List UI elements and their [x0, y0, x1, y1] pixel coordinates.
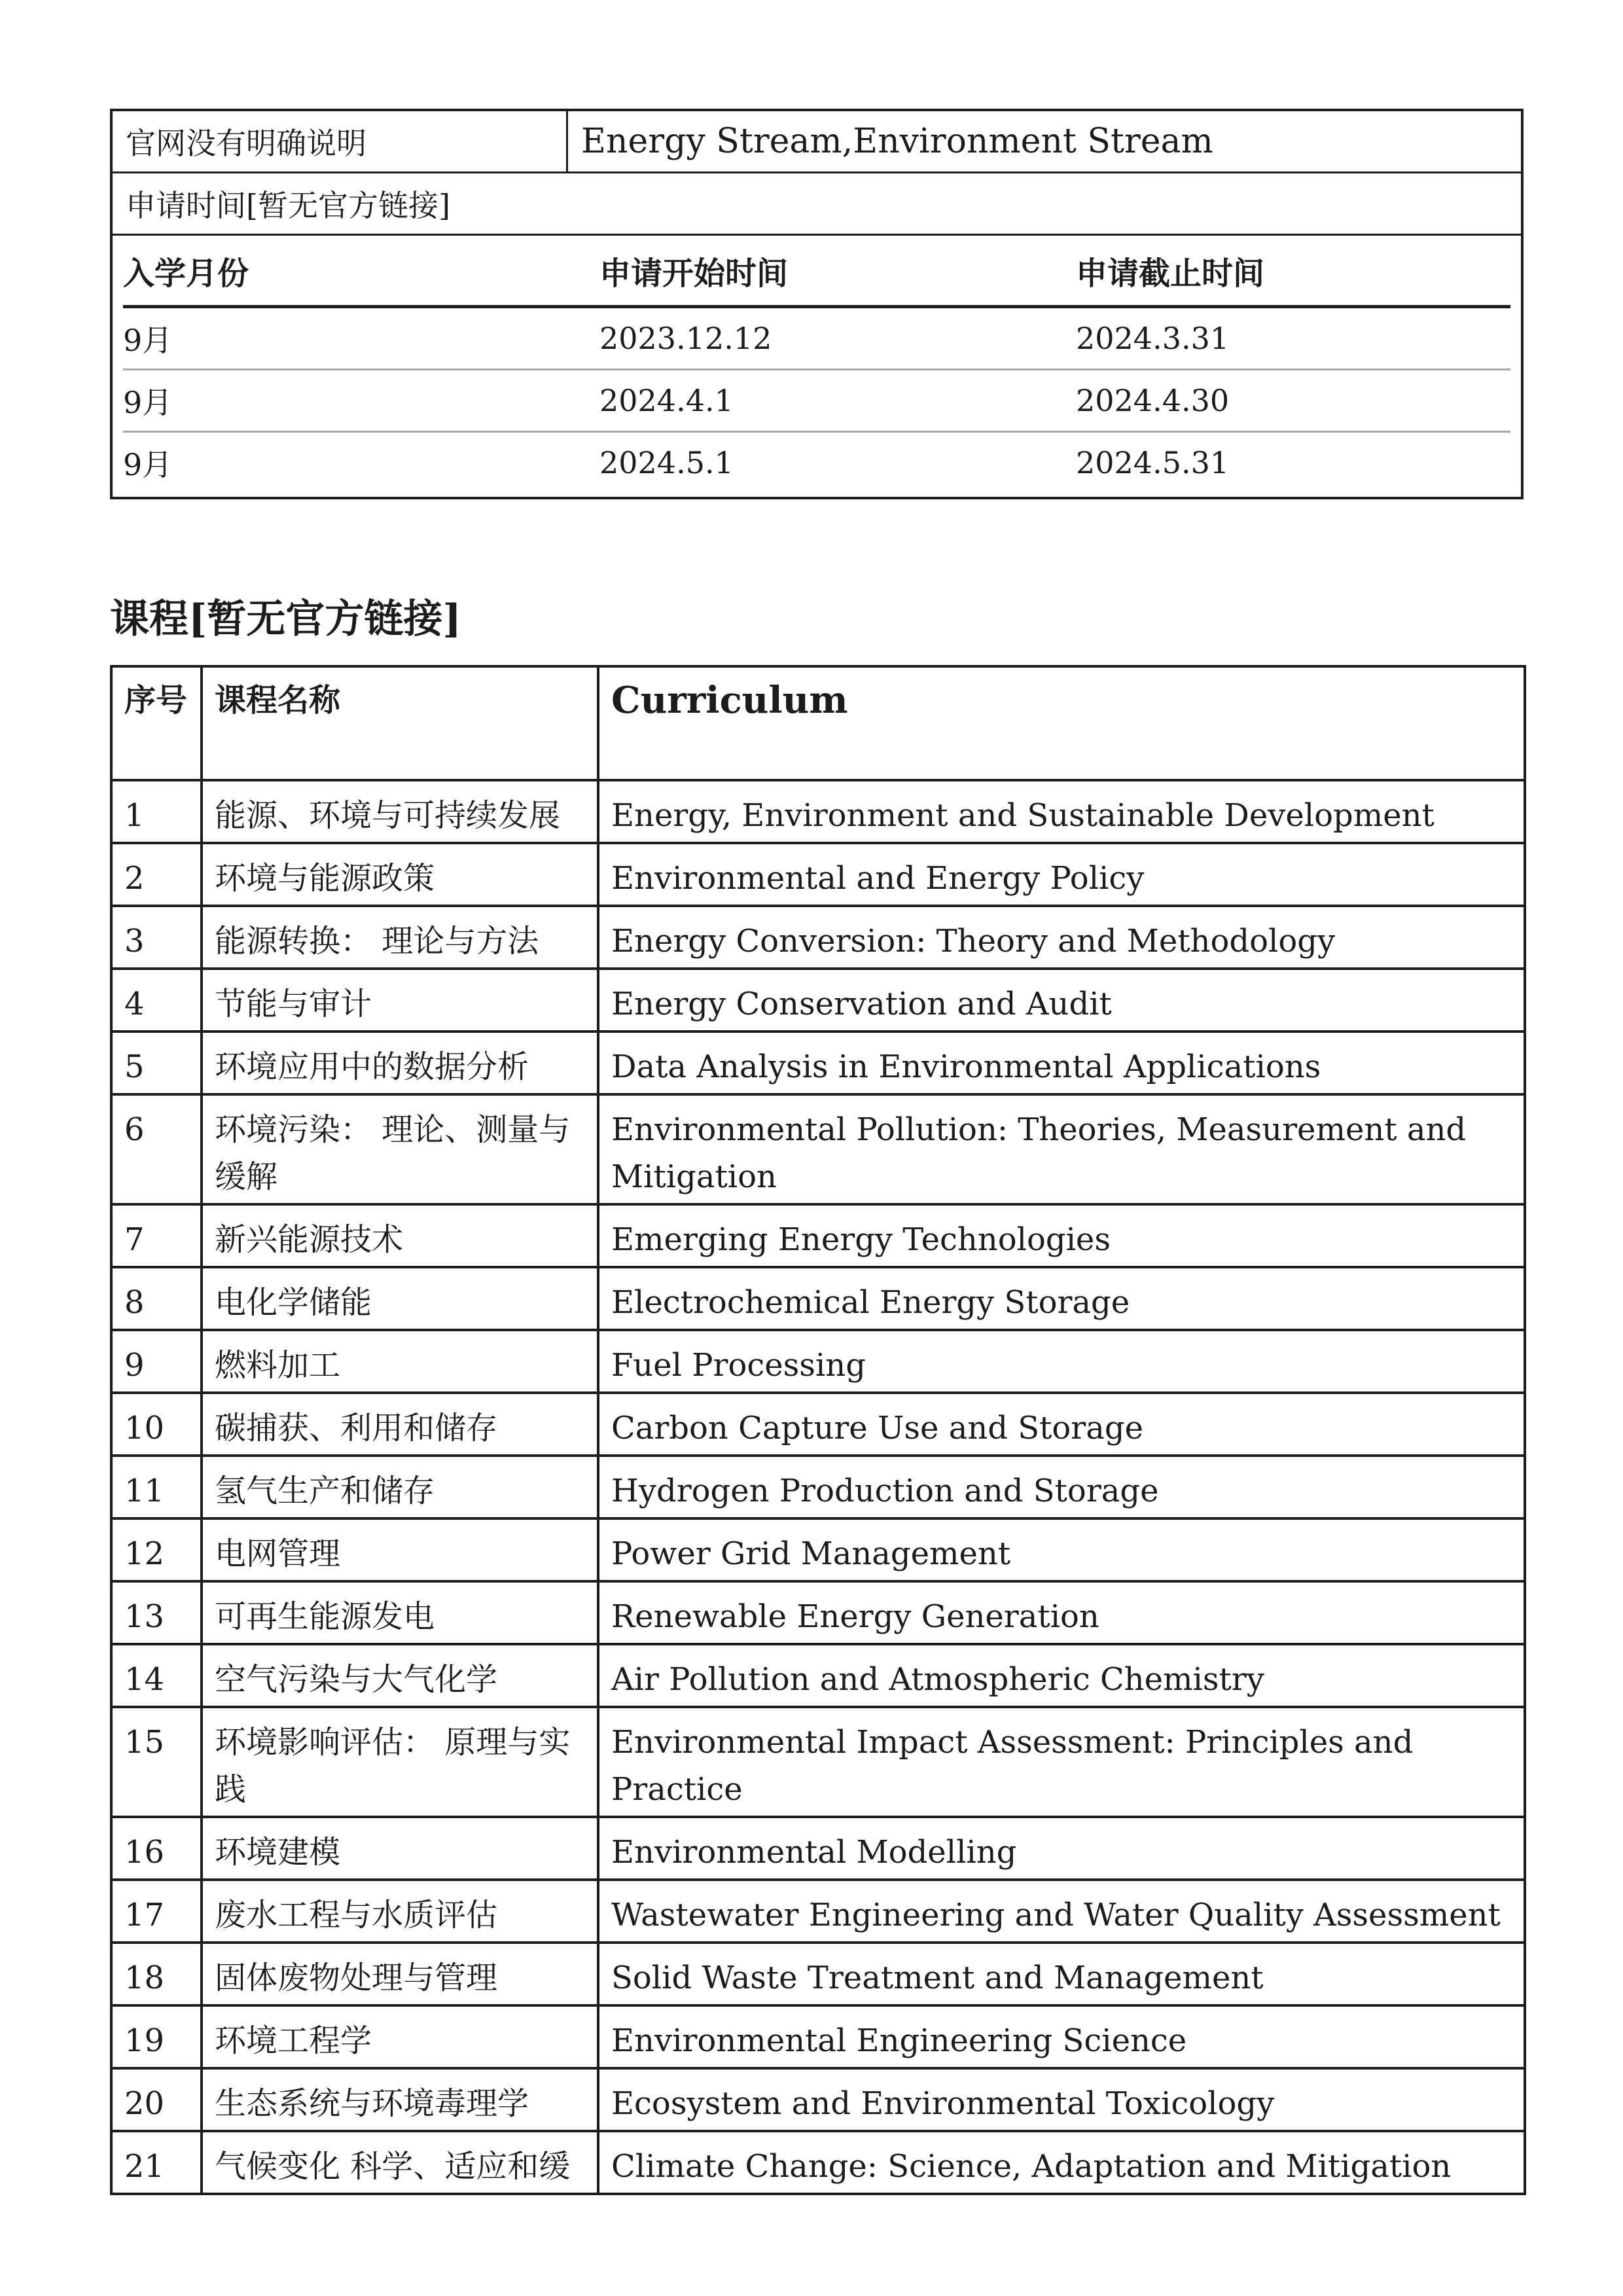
intake-month: 9月 — [123, 323, 173, 358]
course-row — [111, 1880, 1525, 1943]
course-name-cn: 气候变化 科学、适应和缓 — [202, 2131, 598, 2194]
course-number: 20 — [111, 2068, 202, 2131]
course-name-cn: 碳捕获、利用和储存 — [202, 1393, 598, 1456]
course-name-en: Ecosystem and Environmental Toxicology — [598, 2068, 1525, 2131]
course-row — [111, 1204, 1525, 1267]
course-row — [111, 1707, 1525, 1817]
course-name-en: Power Grid Management — [598, 1518, 1525, 1581]
course-row — [111, 1330, 1525, 1393]
curriculum-section-title: 课程[暂无官方链接] — [110, 596, 461, 642]
course-name-en: Environmental Engineering Science — [598, 2005, 1525, 2068]
course-name-en: Climate Change: Science, Adaptation and Mitigation — [598, 2131, 1525, 2194]
course-name-cn: 环境与能源政策 — [202, 843, 598, 906]
course-number: 19 — [111, 2005, 202, 2068]
course-row — [111, 2131, 1525, 2194]
course-number: 14 — [111, 1644, 202, 1707]
course-row — [111, 1644, 1525, 1707]
course-name-cn: 电化学储能 — [202, 1267, 598, 1330]
course-number: 10 — [111, 1393, 202, 1456]
course-row — [111, 906, 1525, 969]
course-row — [111, 1031, 1525, 1094]
course-name-cn: 氢气生产和储存 — [202, 1456, 598, 1518]
course-row — [111, 1456, 1525, 1518]
course-name-en: Electrochemical Energy Storage — [598, 1267, 1525, 1330]
stream-row — [113, 111, 1521, 173]
course-name-en: Air Pollution and Atmospheric Chemistry — [598, 1644, 1525, 1707]
course-number: 1 — [111, 780, 202, 843]
course-name-en: Environmental Pollution: Theories, Measurement and Mitigation — [598, 1094, 1525, 1204]
header-intake-month: 入学月份 — [123, 255, 249, 292]
deadline: 2024.3.31 — [1076, 321, 1230, 356]
course-number: 3 — [111, 906, 202, 969]
course-row — [111, 1817, 1525, 1880]
course-name-cn: 环境应用中的数据分析 — [202, 1031, 598, 1094]
course-name-cn: 节能与审计 — [202, 969, 598, 1031]
course-name-en: Energy Conversion: Theory and Methodology — [598, 906, 1525, 969]
course-number: 18 — [111, 1943, 202, 2005]
intake-month: 9月 — [123, 447, 173, 482]
course-name-en: Wastewater Engineering and Water Quality Assessment — [598, 1880, 1525, 1943]
course-number: 21 — [111, 2131, 202, 2194]
course-name-en: Renewable Energy Generation — [598, 1581, 1525, 1644]
start-date: 2023.12.12 — [599, 321, 772, 356]
course-name-en: Carbon Capture Use and Storage — [598, 1393, 1525, 1456]
curriculum-header-row — [111, 666, 1525, 780]
course-name-cn: 能源转换： 理论与方法 — [202, 906, 598, 969]
course-row — [111, 1267, 1525, 1330]
course-row — [111, 780, 1525, 843]
course-number: 6 — [111, 1094, 202, 1204]
course-name-cn: 燃料加工 — [202, 1330, 598, 1393]
course-number: 11 — [111, 1456, 202, 1518]
course-number: 8 — [111, 1267, 202, 1330]
header-start-date: 申请开始时间 — [599, 255, 789, 292]
course-number: 2 — [111, 843, 202, 906]
course-name-cn: 废水工程与水质评估 — [202, 1880, 598, 1943]
course-name-cn: 环境污染： 理论、测量与缓解 — [202, 1094, 598, 1204]
application-info-box — [110, 109, 1524, 499]
course-row — [111, 2068, 1525, 2131]
course-row — [111, 2005, 1525, 2068]
course-name-cn: 环境工程学 — [202, 2005, 598, 2068]
course-name-en: Data Analysis in Environmental Applications — [598, 1031, 1525, 1094]
course-number: 9 — [111, 1330, 202, 1393]
header-seq: 序号 — [111, 666, 202, 780]
course-row — [111, 969, 1525, 1031]
course-name-cn: 生态系统与环境毒理学 — [202, 2068, 598, 2131]
header-curriculum: Curriculum — [598, 666, 1525, 780]
course-number: 5 — [111, 1031, 202, 1094]
info-box-frame — [110, 109, 1524, 499]
deadline: 2024.5.31 — [1076, 445, 1230, 480]
course-name-en: Environmental Impact Assessment: Principles and Practice — [598, 1707, 1525, 1817]
application-time-title: 申请时间[暂无官方链接] — [113, 173, 1521, 236]
course-row — [111, 1094, 1525, 1204]
course-name-en: Solid Waste Treatment and Management — [598, 1943, 1525, 2005]
application-dates-table — [113, 236, 1521, 497]
course-name-cn: 能源、环境与可持续发展 — [202, 780, 598, 843]
course-number: 7 — [111, 1204, 202, 1267]
course-name-cn: 电网管理 — [202, 1518, 598, 1581]
course-name-en: Fuel Processing — [598, 1330, 1525, 1393]
dates-header-row — [123, 236, 1510, 308]
dates-row — [123, 431, 1510, 493]
stream-values: Energy Stream,Environment Stream — [581, 122, 1213, 161]
course-name-en: Environmental Modelling — [598, 1817, 1525, 1880]
dates-row — [123, 368, 1510, 431]
course-number: 16 — [111, 1817, 202, 1880]
course-row — [111, 1393, 1525, 1456]
curriculum-table — [110, 665, 1526, 2195]
intake-month: 9月 — [123, 385, 173, 420]
course-row — [111, 1581, 1525, 1644]
course-row — [111, 1518, 1525, 1581]
stream-note: 官网没有明确说明 — [113, 111, 568, 171]
course-name-en: Energy Conservation and Audit — [598, 969, 1525, 1031]
course-number: 15 — [111, 1707, 202, 1817]
course-name-cn: 空气污染与大气化学 — [202, 1644, 598, 1707]
course-name-cn: 固体废物处理与管理 — [202, 1943, 598, 2005]
deadline: 2024.4.30 — [1076, 383, 1230, 418]
course-row — [111, 1943, 1525, 2005]
course-number: 17 — [111, 1880, 202, 1943]
dates-row — [123, 308, 1510, 368]
start-date: 2024.4.1 — [599, 383, 734, 418]
course-name-en: Energy, Environment and Sustainable Development — [598, 780, 1525, 843]
course-name-cn: 环境建模 — [202, 1817, 598, 1880]
header-course-name: 课程名称 — [202, 666, 598, 780]
course-name-cn: 环境影响评估： 原理与实践 — [202, 1707, 598, 1817]
course-name-en: Hydrogen Production and Storage — [598, 1456, 1525, 1518]
course-name-cn: 可再生能源发电 — [202, 1581, 598, 1644]
header-deadline: 申请截止时间 — [1076, 255, 1265, 292]
course-number: 12 — [111, 1518, 202, 1581]
start-date: 2024.5.1 — [599, 445, 734, 480]
course-name-cn: 新兴能源技术 — [202, 1204, 598, 1267]
course-name-en: Environmental and Energy Policy — [598, 843, 1525, 906]
course-number: 13 — [111, 1581, 202, 1644]
course-name-en: Emerging Energy Technologies — [598, 1204, 1525, 1267]
course-row — [111, 843, 1525, 906]
course-number: 4 — [111, 969, 202, 1031]
